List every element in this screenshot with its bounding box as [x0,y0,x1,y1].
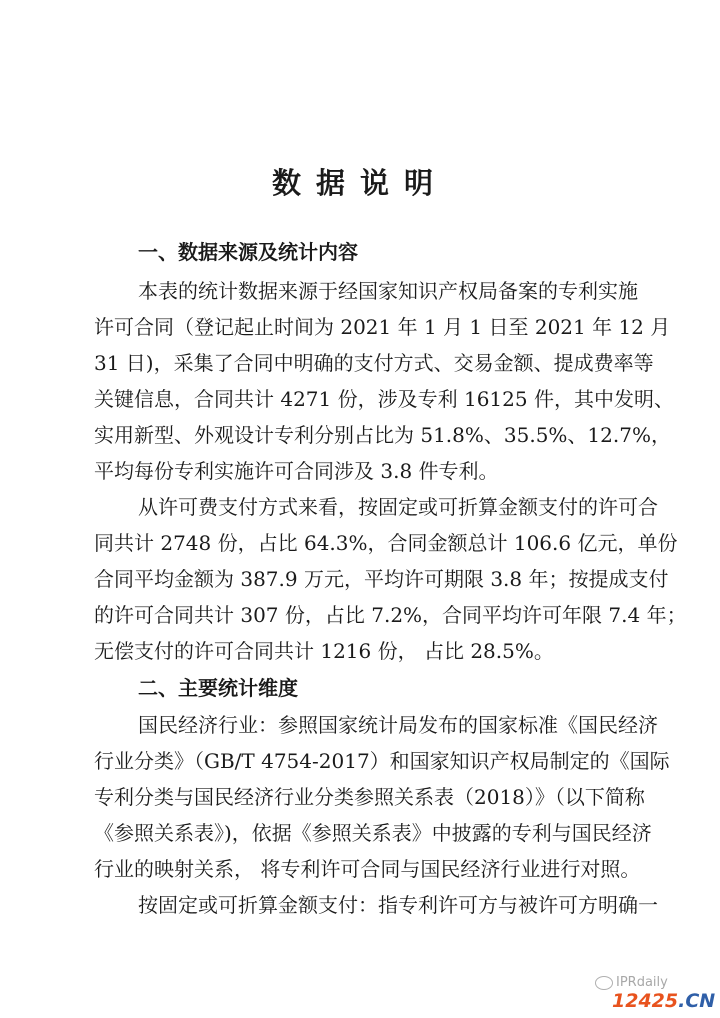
paragraph-line: 按固定或可折算金额支付：指专利许可方与被许可方明确一 [138,893,658,917]
paragraph-line: 行业的映射关系， 将专利许可合同与国民经济行业进行对照。 [94,857,641,881]
site-logo-tld: CN [685,990,716,1012]
watermark-text: IPRdaily [616,975,668,990]
wechat-watermark [595,975,668,990]
paragraph-line: 无偿支付的许可合同共计 1216 份， 占比 28.5%。 [94,639,554,663]
page-title: 数据说明 [271,166,448,200]
wechat-icon [595,976,613,990]
section-heading-2: 二、主要统计维度 [138,676,298,700]
paragraph-line: 许可合同（登记起止时间为 2021 年 1 月 1 日至 2021 年 12 月 [94,315,671,339]
paragraph-line: 本表的统计数据来源于经国家知识产权局备案的专利实施 [138,279,638,303]
paragraph-line: 平均每份专利实施许可合同涉及 3.8 件专利。 [94,459,499,483]
section-heading-1: 一、数据来源及统计内容 [138,240,358,264]
paragraph-line: 的许可合同共计 307 份，占比 7.2%，合同平均许可年限 7.4 年； [94,603,687,627]
paragraph-line: 关键信息，合同共计 4271 份，涉及专利 16125 件，其中发明、 [94,387,674,411]
paragraph-line: 合同平均金额为 387.9 万元，平均许可期限 3.8 年；按提成支付 [94,567,669,591]
paragraph-line: 同共计 2748 份，占比 64.3%，合同金额总计 106.6 亿元，单份 [94,531,678,555]
paragraph-line: 《参照关系表》)，依据《参照关系表》中披露的专利与国民经济 [94,821,652,845]
site-logo-number: 12425 [612,990,679,1012]
paragraph-line: 从许可费支付方式来看，按固定或可折算金额支付的许可合 [138,495,658,519]
site-logo [612,990,715,1012]
paragraph-line: 31 日)，采集了合同中明确的支付方式、交易金额、提成费率等 [94,351,654,375]
paragraph-line: 国民经济行业：参照国家统计局发布的国家标准《国民经济 [138,713,658,737]
paragraph-line: 行业分类》（GB/T 4754-2017）和国家知识产权局制定的《国际 [94,749,670,773]
site-logo-dot: . [678,990,686,1012]
paragraph-line: 专利分类与国民经济行业分类参照关系表（2018）》（以下简称 [94,785,645,809]
paragraph-line: 实用新型、外观设计专利分别占比为 51.8%、35.5%、12.7%， [94,423,671,447]
